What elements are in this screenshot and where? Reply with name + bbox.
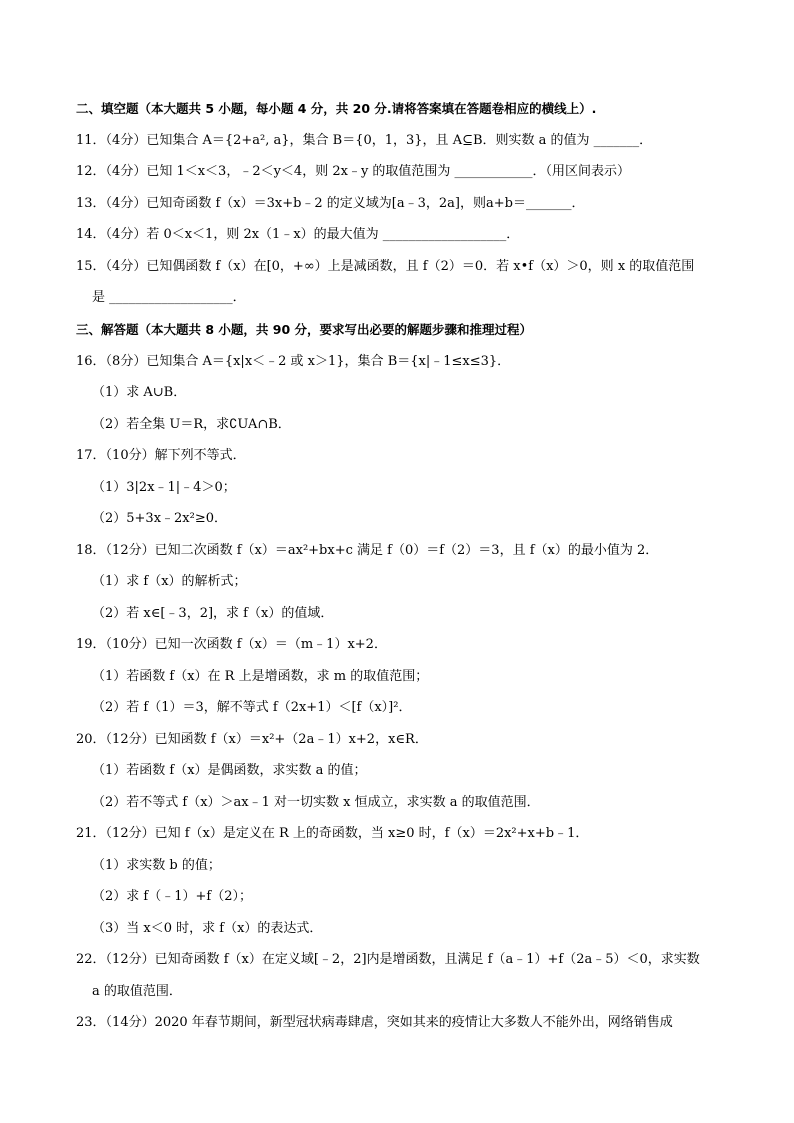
question-20: 20．（12分）已知函数 f（x）＝x²+（2a﹣1）x+2，x∈R． xyxy=(76,732,428,747)
question-16-part-2: （2）若全集 U＝R，求∁UA∩B． xyxy=(92,417,291,432)
question-11: 11．（4分）已知集合 A＝{2+a², a}，集合 B＝{0，1，3}，且 A⊆B．则实数 a 的值为 _______． xyxy=(76,133,653,148)
question-23: 23．（14分）2020 年春节期间，新型冠状病毒肆虐，突如其来的疫情让大多数人不能外出，网络销售成 xyxy=(76,1015,673,1030)
section-heading-solve: 三、解答题（本大题共 8 小题，共 90 分，要求写出必要的解题步骤和推理过程） xyxy=(76,322,533,337)
question-14: 14．（4分）若 0＜x＜1，则 2x（1﹣x）的最大值为 ___________________． xyxy=(76,227,520,242)
question-17-part-2: （2）5+3x﹣2x²≥0． xyxy=(92,511,228,526)
question-13: 13．（4分）已知奇函数 f（x）＝3x+b﹣2 的定义域为[a﹣3，2a]，则a+b＝_______． xyxy=(76,196,585,211)
question-20-part-2: （2）若不等式 f（x）＞ax﹣1 对一切实数 x 恒成立，求实数 a 的取值范围． xyxy=(92,795,540,810)
question-21-part-2: （2）求 f（﹣1）+f（2）； xyxy=(92,889,252,904)
question-17-part-1: （1）3|2x﹣1|﹣4＞0； xyxy=(92,480,236,495)
question-19-part-2: （2）若 f（1）＝3，解不等式 f（2x+1）＜[f（x）]²． xyxy=(92,700,412,715)
question-15-continued: 是 ___________________． xyxy=(92,290,246,305)
question-19: 19．（10分）已知一次函数 f（x）＝（m﹣1）x+2． xyxy=(76,637,387,652)
question-18: 18．（12分）已知二次函数 f（x）＝ax²+bx+c 满足 f（0）＝f（2）＝3，且 f（x）的最小值为 2． xyxy=(76,543,659,558)
question-18-part-1: （1）求 f（x）的解析式； xyxy=(92,574,247,589)
question-22-continued: a 的取值范围． xyxy=(92,984,182,999)
question-16-part-1: （1）求 A∪B． xyxy=(92,385,187,400)
section-heading-fill-in: 二、填空题（本大题共 5 小题，每小题 4 分，共 20 分.请将答案填在答题卷相应的横线上）. xyxy=(76,101,597,116)
question-18-part-2: （2）若 x∈[﹣3，2]，求 f（x）的值域． xyxy=(92,606,334,621)
question-21-part-1: （1）求实数 b 的值； xyxy=(92,858,221,873)
question-12: 12．（4分）已知 1＜x＜3，﹣2＜y＜4，则 2x﹣y 的取值范围为 ____________．（用区间表示） xyxy=(76,164,631,179)
question-20-part-1: （1）若函数 f（x）是偶函数，求实数 a 的值； xyxy=(92,763,367,778)
question-19-part-1: （1）若函数 f（x）在 R 上是增函数，求 m 的取值范围； xyxy=(92,669,429,684)
question-17: 17．（10分）解下列不等式． xyxy=(76,448,246,463)
question-15: 15．（4分）已知偶函数 f（x）在[0，+∞）上是减函数，且 f（2）＝0．若 x•f（x）＞0，则 x 的取值范围 xyxy=(76,259,695,274)
question-21-part-3: （3）当 x＜0 时，求 f（x）的表达式． xyxy=(92,921,323,936)
question-16: 16．（8分）已知集合 A＝{x|x＜﹣2 或 x＞1}，集合 B＝{x|﹣1≤x≤3}． xyxy=(76,354,511,369)
question-21: 21．（12分）已知 f（x）是定义在 R 上的奇函数，当 x≥0 时，f（x）＝2x²+x+b﹣1． xyxy=(76,826,589,841)
question-22: 22．（12分）已知奇函数 f（x）在定义域[﹣2，2]内是增函数，且满足 f（a﹣1）+f（2a﹣5）＜0，求实数 xyxy=(76,952,700,967)
